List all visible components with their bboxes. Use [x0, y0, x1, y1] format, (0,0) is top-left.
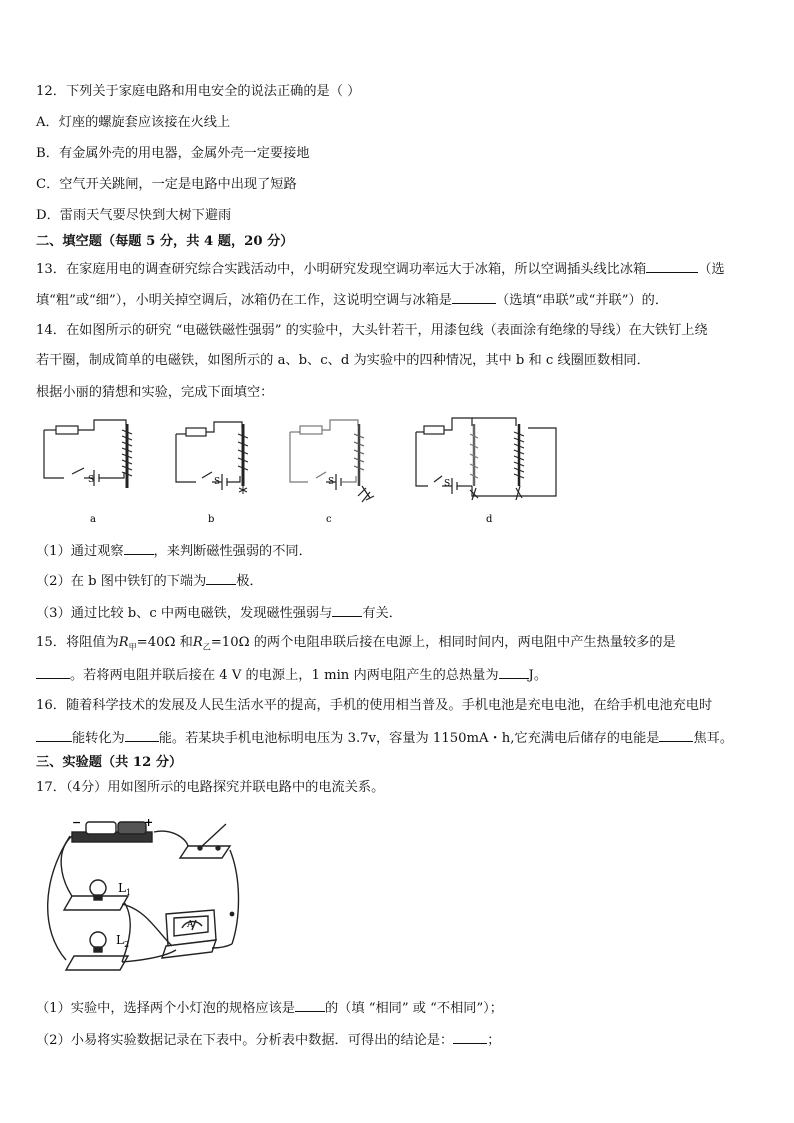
q17-text-1b: 的（填 “相同” 或 “不相同”）；: [324, 1001, 503, 1016]
setup-b: [176, 422, 248, 494]
q15-text-1b: =40Ω 和: [136, 635, 193, 650]
q15-text-2a: 。若将两电阻并联后接在 4 V 的电源上，1 min 内两电阻产生的总热量为: [70, 668, 499, 683]
q14-sub-2: [36, 571, 758, 591]
parallel-circuit-figure: [36, 810, 246, 980]
q16-blank-2: [125, 728, 159, 742]
q15-line-2: [36, 665, 758, 685]
battery-cell-1: [86, 822, 116, 834]
q14-line-3: 根据小丽的猜想和实验，完成下面填空：: [36, 385, 274, 400]
q15-blank-1: [36, 665, 70, 679]
switch-label-a: S: [88, 475, 95, 485]
section-2-title: 二、填空题（每题 5 分，共 4 题，20 分）: [36, 234, 294, 249]
q17-blank-2: [453, 1030, 487, 1044]
lamp-bulb-l2: [90, 932, 106, 948]
q12-option-b: B．有金属外壳的用电器，金属外壳一定要接地: [36, 146, 310, 161]
q15-line-1: [36, 634, 758, 657]
setup-d: [416, 418, 556, 500]
battery-minus-label: −: [72, 816, 82, 829]
q12-option-a: A．灯座的螺旋套应该接在火线上: [36, 115, 231, 130]
q16-line-2: [36, 728, 758, 748]
junction-dot: [230, 912, 235, 917]
q17-text-1a: （1）实验中，选择两个小灯泡的规格应该是: [36, 1001, 295, 1016]
q17-text-2b: ；: [487, 1033, 501, 1048]
q12-option-c: C．空气开关跳闸，一定是电路中出现了短路: [36, 177, 297, 192]
r2-subscript: 乙: [202, 642, 211, 652]
q14-sub-1b: ，来判断磁性强弱的不同．: [153, 544, 312, 559]
q16-text-2b: 能。若某块手机电池标明电压为 3.7v，容量为 1150mA・h,它充满电后储存的电能是: [158, 731, 660, 746]
q15-text-2b: J。: [528, 668, 548, 683]
lamp-label-l1: $L_1$: [118, 881, 132, 897]
setup-c: [290, 420, 374, 502]
q15-text-1c: =10Ω 的两个电阻串联后接在电源上，相同时间内，两电阻中产生热量较多的是: [210, 635, 676, 650]
figure-label-d: d: [486, 514, 493, 525]
q14-sub-3b: 有关．: [362, 606, 402, 621]
q13-text-2a: 填“粗”或“细”），小明关掉空调后，冰箱仍在工作，这说明空调与冰箱是: [36, 293, 452, 308]
q14-sub-3: [36, 603, 758, 623]
lamp-bulb-l1: [90, 880, 106, 896]
q17-text-2a: （2）小易将实验数据记录在下表中。分析表中数据．可得出的结论是：: [36, 1033, 454, 1048]
q14-blank-3: [332, 603, 362, 617]
q14-line-1: 14．在如图所示的研究 “电磁铁磁性强弱” 的实验中，大头针若干，用漆包线（表面涂有绝缘的导线）在大铁钉上绕: [36, 323, 708, 338]
q14-sub-1a: （1）通过观察: [36, 544, 124, 559]
q14-sub-2b: 极．: [236, 574, 263, 589]
figure-label-c: c: [326, 514, 332, 525]
section-3-title: 三、实验题（共 12 分）: [36, 755, 183, 770]
q14-sub-2a: （2）在 b 图中铁钉的下端为: [36, 574, 207, 589]
q13-line-1: [36, 259, 758, 279]
switch-label-c: S: [328, 477, 335, 487]
q13-text-1b: （选: [698, 262, 725, 277]
q17-stem: 17．（4分）用如图所示的电路探究并联电路中的电流关系。: [36, 780, 385, 795]
q16-blank-1: [36, 728, 72, 742]
q16-line-1: 16．随着科学技术的发展及人民生活水平的提高，手机的使用相当普及。手机电池是充电电池，在给手机电池充电时: [36, 698, 713, 713]
q13-text-2b: （选填“串联”或“并联”）的．: [496, 293, 669, 308]
q16-blank-3: [659, 728, 693, 742]
r1-subscript: 甲: [128, 642, 137, 652]
q15-blank-2: [499, 665, 529, 679]
lamp-board-l2: [66, 956, 128, 970]
switch-label-b: S: [214, 477, 221, 487]
q14-sub-3a: （3）通过比较 b、c 中两电磁铁，发现磁性强弱与: [36, 606, 333, 621]
q13-line-2: [36, 290, 758, 310]
q13-blank-1: [646, 259, 698, 273]
electromagnet-figure: [36, 412, 576, 532]
figure-label-b: b: [208, 514, 215, 525]
q13-blank-2: [452, 290, 496, 304]
q14-blank-1: [124, 541, 154, 555]
battery-cell-2: [118, 822, 146, 834]
q17-blank-1: [295, 998, 325, 1012]
q14-line-2: 若干圈，制成简单的电磁铁，如图所示的 a、b、c、d 为实验中的四种情况，其中 b 和 c 线圈匝数相同．: [36, 353, 650, 368]
battery-plus-label: +: [144, 816, 154, 829]
q17-sub-1: [36, 998, 758, 1018]
switch-board: [180, 846, 230, 858]
q16-text-2a: 能转化为: [72, 731, 125, 746]
q14-sub-1: [36, 541, 758, 561]
lamp-label-l2: $L_2$: [116, 933, 130, 949]
q13-text-1a: 13．在家庭用电的调查研究综合实践活动中，小明研究发现空调功率远大于冰箱，所以空调插头线比冰箱: [36, 262, 647, 277]
ammeter-label: A: [187, 920, 194, 930]
q15-text-1a: 15．将阻值为: [36, 635, 119, 650]
figure-label-a: a: [90, 514, 96, 525]
q12-option-d: D．雷雨天气要尽快到大树下避雨: [36, 208, 232, 223]
r2-symbol: R: [192, 635, 203, 650]
switch-lever: [200, 824, 226, 848]
q16-text-2c: 焦耳。: [693, 731, 734, 746]
q12-stem: 12．下列关于家庭电路和用电安全的说法正确的是（ ）: [36, 84, 361, 99]
q14-blank-2: [206, 571, 236, 585]
r1-symbol: R: [118, 635, 129, 650]
rheostat-a: [56, 426, 78, 434]
q17-sub-2: [36, 1030, 758, 1050]
switch-label-d: S: [444, 479, 451, 489]
